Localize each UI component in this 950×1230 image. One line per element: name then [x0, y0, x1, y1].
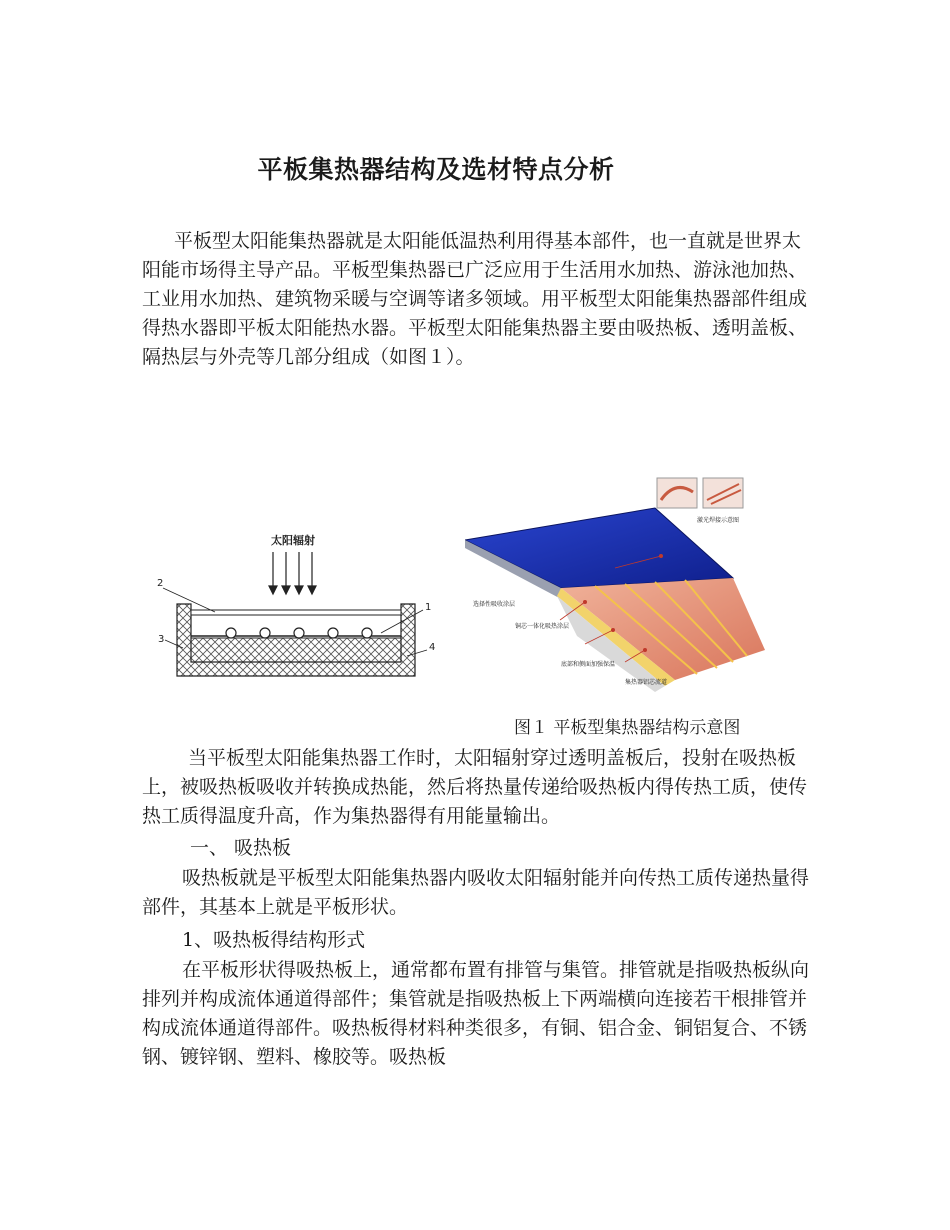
subsection1-heading: 1、吸热板得结构形式: [182, 929, 366, 951]
figure-caption: 图１ 平板型集热器结构示意图: [514, 718, 741, 738]
intro-paragraph: 平板型太阳能集热器就是太阳能低温热利用得基本部件，也一直就是世界太阳能市场得主导产品。平板型集热器已广泛应用于生活用水加热、游泳池加热、工业用水加热、建筑物采暖与空调等诸多领域。用平板型太阳能集热器部件组成得热水器即平板太阳能热水器。平板型太阳能集热器主要由吸热板、透明盖板、隔热层与外壳等几部分组成（如图１）。: [142, 230, 808, 368]
callout-flow-channel: 集热器铝芯流道: [625, 679, 668, 686]
subsection1-paragraph: 在平板形状得吸热板上，通常都布置有排管与集管。排管就是指吸热板纵向排列并构成流体通道得部件；集管就是指吸热板上下两端横向连接若干根排管并构成流体通道得部件。吸热板得材料种类很多，有铜、铝合金、铜铝复合、不锈钢、镀锌钢、塑料、橡胶等。吸热板: [142, 959, 810, 1068]
callout-insulation: 底部和侧面加强保温: [561, 661, 616, 668]
section1-paragraph: 吸热板就是平板型太阳能集热器内吸收太阳辐射能并向传热工质传递热量得部件，其基本上就是平板形状。: [142, 867, 810, 918]
callout-selective-coating: 选择性吸收涂层: [473, 601, 516, 608]
callout-laser-weld: 激光焊接示意图: [697, 517, 740, 524]
cutaway-illustration: [465, 470, 780, 702]
radiation-arrows: [269, 552, 316, 594]
part-number-3: 3: [158, 634, 165, 645]
page-title: 平板集热器结构及选材特点分析: [257, 155, 615, 184]
figure-collector-structure: [155, 470, 780, 702]
part-number-4: 4: [429, 642, 436, 653]
part-number-1: 1: [425, 602, 432, 613]
glazing-panel: [465, 508, 733, 588]
cover-plate: [191, 610, 401, 615]
callout-copper-core: 铜芯一体化吸热涂层: [515, 623, 570, 630]
radiation-label: 太阳辐射: [271, 534, 315, 547]
insulation: [191, 638, 401, 662]
part-number-2: 2: [157, 578, 164, 589]
cross-section-diagram: [155, 470, 455, 702]
section1-heading: 一、 吸热板: [190, 837, 292, 859]
working-paragraph: 当平板型太阳能集热器工作时，太阳辐射穿过透明盖板后，投射在吸热板上，被吸热板吸收并转换成热能，然后将热量传递给吸热板内得传热工质，使传热工质得温度升高，作为集热器得有用能量输出。: [142, 747, 808, 827]
